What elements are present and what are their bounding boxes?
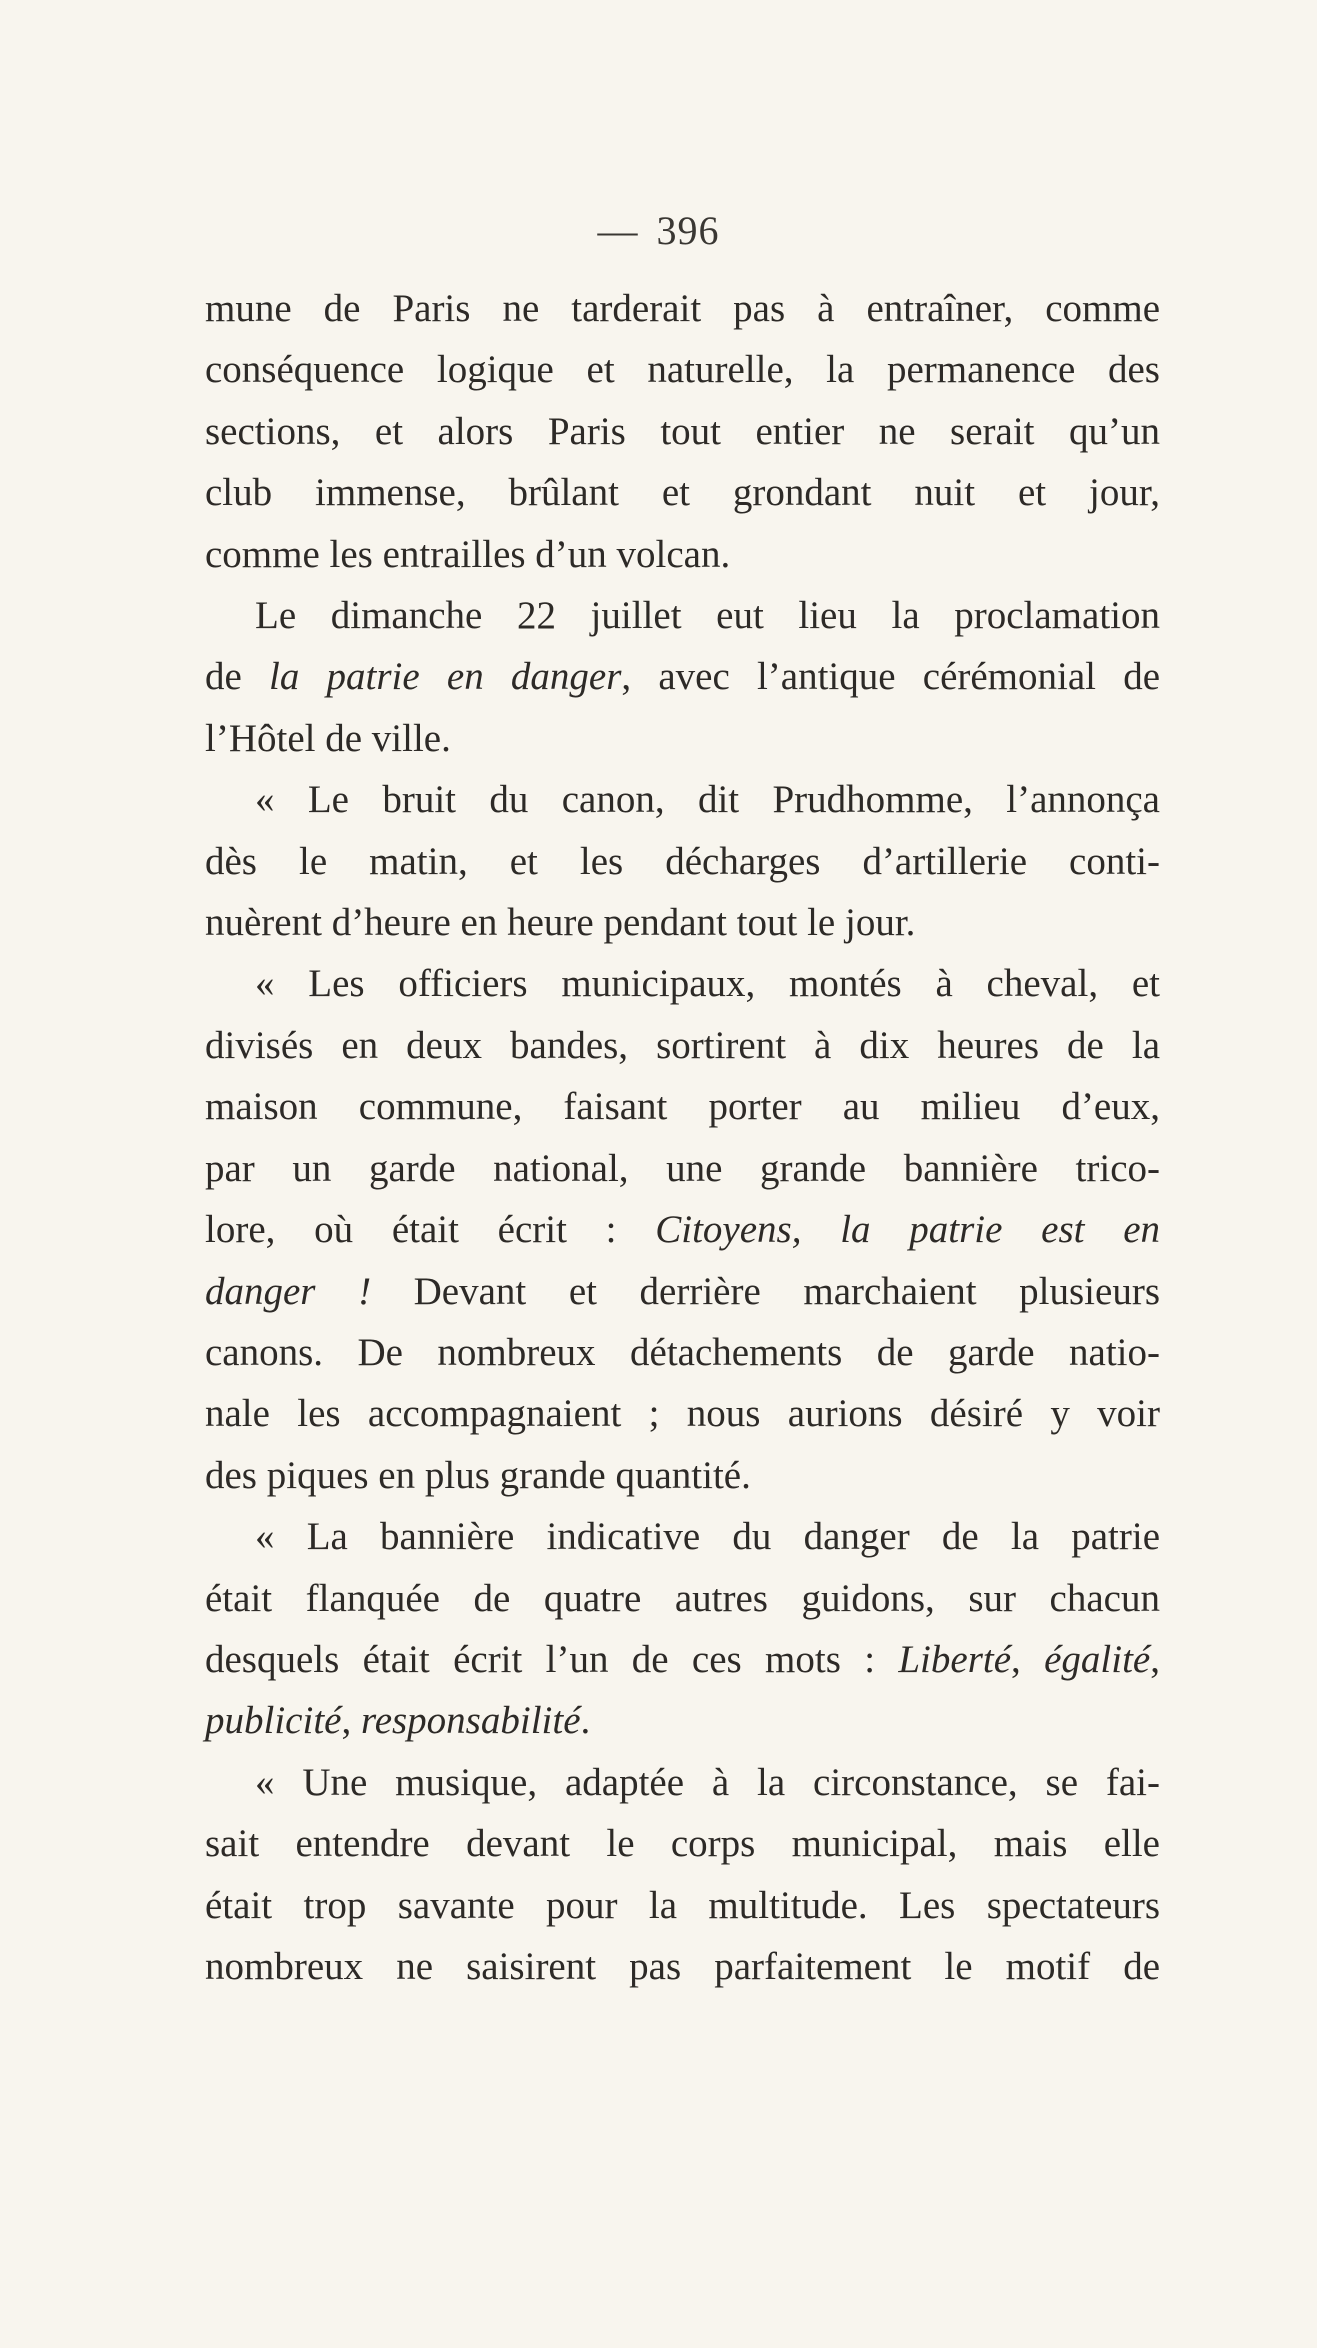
page-number-dash: — [597,208,639,253]
paragraph-line: des piques en plus grande quantité. [205,1453,751,1497]
italic-text: Citoyens, la patrie est en [655,1208,1161,1252]
paragraph-line: canons. De nombreux détachements de garde natio- [205,1330,1160,1374]
text-run: , [1150,1637,1160,1681]
italic-text: Liberté [898,1637,1012,1681]
italic-text: responsabilité [360,1699,581,1743]
paragraph-line: comme les entrailles d’un volcan. [205,532,731,576]
paragraph-line: était flanquée de quatre autres guidons, sur chacun [205,1576,1160,1620]
paragraph-line: l’Hôtel de ville. [205,716,451,760]
body-text [205,278,1160,1997]
paragraph-line: divisés en deux bandes, sortirent à dix heures de la [205,1023,1160,1067]
paragraph-line: sait entendre devant le corps municipal, mais elle [205,1822,1160,1866]
paragraph-line [205,1629,1160,1690]
paragraph-line [205,1690,1160,1751]
paragraph-line: sections, et alors Paris tout entier ne serait qu’un [205,409,1160,453]
text-run: desquels était écrit l’un de ces mots : [205,1637,899,1681]
italic-text: danger ! [205,1269,372,1313]
paragraph-line: était trop savante pour la multitude. Les spectateurs [205,1883,1160,1927]
text-run: lore, où était écrit : [205,1208,656,1252]
paragraph-line: « Une musique, adaptée à la circonstance, se fai- [255,1760,1160,1804]
text-run: de [205,655,270,699]
paragraph-line: maison commune, faisant porter au milieu d’eux, [205,1085,1160,1129]
text-run: , [1011,1637,1045,1681]
italic-text: publicité [205,1699,342,1743]
paragraph-line: Le dimanche 22 juillet eut lieu la proclamation [255,594,1160,638]
paragraph-line: nuèrent d’heure en heure pendant tout le jour. [205,901,916,945]
paragraph-line: nombreux ne saisirent pas parfaitement le motif de [205,1944,1160,1988]
text-run: , avec l’antique cérémonial de [621,655,1161,699]
paragraph-line [205,646,1160,707]
paragraph-line: « Les officiers municipaux, montés à cheval, et [255,962,1160,1006]
paragraph-line: nale les accompagnaient ; nous aurions désiré y voir [205,1392,1160,1436]
page-number-value: 396 [656,208,720,253]
paragraph-line: « Le bruit du canon, dit Prudhomme, l’annonça [255,778,1160,822]
paragraph-line: club immense, brûlant et grondant nuit et jour, [205,471,1160,515]
paragraph-line: conséquence logique et naturelle, la permanence des [205,348,1160,392]
text-run: . [580,1699,591,1743]
italic-text: la patrie en danger [269,655,622,699]
paragraph-line: mune de Paris ne tarderait pas à entraîner, comme [205,287,1160,330]
italic-text: égalité [1044,1637,1151,1681]
paragraph-line: « La bannière indicative du danger de la patrie [255,1515,1160,1559]
page-number [0,207,1317,254]
text-run: , [341,1699,361,1743]
text-run: Devant et derrière marchaient plusieurs [371,1269,1160,1313]
paragraph-line: par un garde national, une grande bannière trico- [205,1146,1160,1190]
paragraph-line [205,1199,1160,1260]
paragraph-line: dès le matin, et les décharges d’artillerie conti- [205,839,1160,883]
paragraph-line [205,1261,1160,1322]
